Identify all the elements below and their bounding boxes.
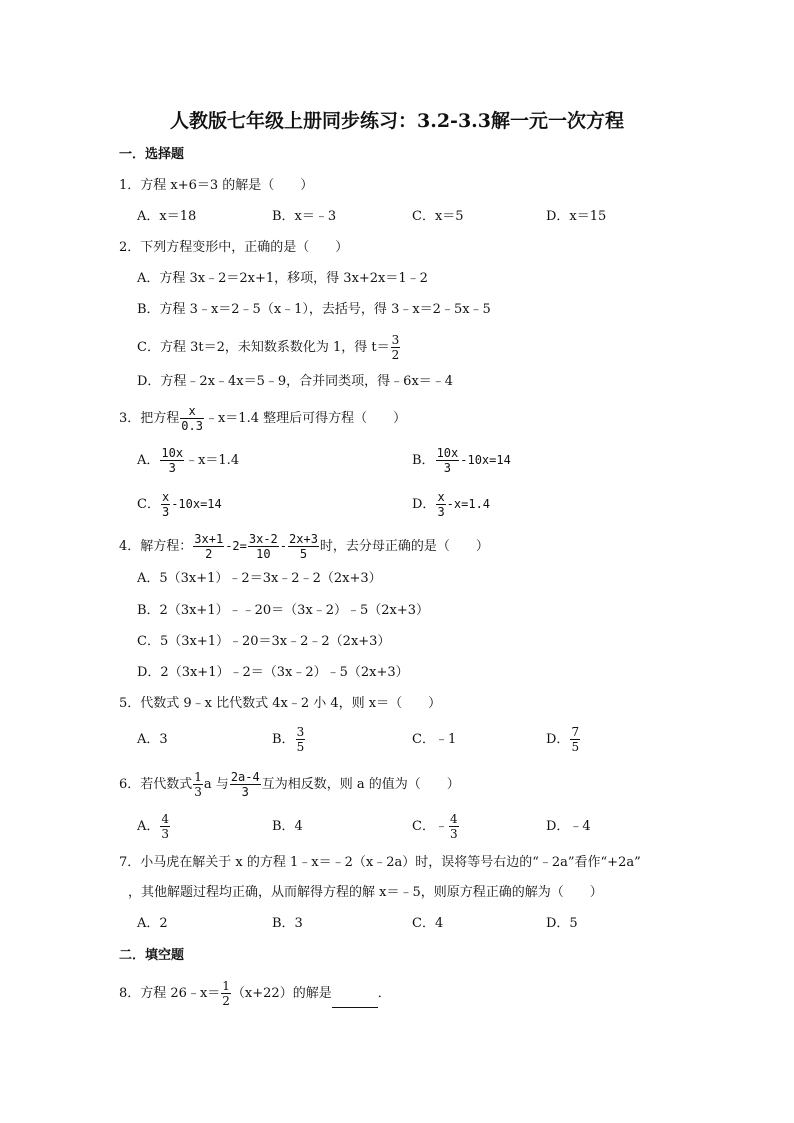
fraction-numerator: 3 [391, 333, 400, 347]
q1-option-d: D．x＝15 [546, 209, 607, 224]
fraction-denominator: 3 [168, 461, 176, 475]
fraction-denominator: 3 [161, 827, 170, 841]
q2-option-c-fraction [391, 333, 401, 362]
fraction-denominator: 3 [437, 505, 445, 519]
q6-stem-mid1: a 与 [203, 777, 229, 792]
fraction-numerator: 3x+1 [194, 532, 224, 546]
q3-option-a [137, 446, 239, 475]
q3-option-b-label: B． [412, 453, 435, 468]
q3-option-c-fraction [161, 490, 170, 519]
q4-option-a: A．5（3x+1）﹣2＝3x﹣2﹣2（2x+3） [137, 571, 382, 586]
q4-option-b: B．2（3x+1）﹣﹣20＝（3x﹣2）﹣5（2x+3） [137, 603, 430, 618]
q4-option-c: C．5（3x+1）﹣20＝3x﹣2﹣2（2x+3） [137, 634, 391, 649]
q7-stem-line2: ，其他解题过程均正确，从而解得方程的解 x＝﹣5，则原方程正确的解为（ ） [128, 885, 603, 900]
q3-option-a-fraction [160, 446, 184, 475]
q1-stem: 1．方程 x+6＝3 的解是（ ） [119, 178, 314, 193]
q8-stem-post: （x+22）的解是 [231, 986, 332, 1001]
q4-stem-mid1: -2= [225, 539, 247, 553]
q5-option-b-label: B． [272, 732, 295, 747]
q5-option-d [546, 725, 581, 754]
q3-option-c-post: -10x=14 [171, 497, 222, 511]
q6-option-a-fraction [160, 812, 170, 841]
fraction-numerator: 1 [222, 979, 230, 993]
q2-option-b: B．方程 3﹣x＝2﹣5（x﹣1），去括号，得 3﹣x＝2﹣5x﹣5 [137, 302, 491, 317]
fraction-numerator: x [437, 490, 445, 504]
q8-stem-pre: 8．方程 26﹣x＝ [119, 986, 221, 1001]
fraction-denominator: 5 [571, 740, 580, 754]
fraction-numerator: 10x [161, 446, 184, 460]
fraction-denominator: 0.3 [181, 419, 203, 433]
q8-stem-end: ． [377, 986, 391, 1001]
fraction-numerator: 3 [296, 725, 305, 739]
q7-stem-line1: 7．小马虎在解关于 x 的方程 1﹣x＝﹣2（x﹣2a）时，误将等号右边的“﹣2a”看作“+2a” [119, 855, 641, 870]
q3-stem [119, 404, 406, 433]
q3-option-d-label: D． [412, 497, 436, 512]
fraction-denominator: 3 [449, 827, 458, 841]
q1-option-b: B．x＝﹣3 [272, 209, 337, 224]
fraction-denominator: 2 [205, 547, 213, 561]
q6-fraction-1 [193, 770, 203, 799]
fraction-numerator: 7 [571, 725, 580, 739]
fraction-numerator: x [161, 490, 170, 504]
q4-stem-mid2: - [279, 539, 288, 553]
q5-option-d-label: D． [546, 732, 570, 747]
section-choice-heading: 一．选择题 [119, 147, 185, 162]
q7-option-d: D．5 [546, 916, 578, 931]
q3-option-b [412, 446, 511, 475]
q1-option-c: C．x＝5 [412, 209, 464, 224]
q6-option-a-label: A． [137, 819, 160, 834]
q3-stem-fraction [180, 404, 204, 433]
q3-option-c [137, 490, 222, 519]
q3-option-a-post: ﹣x＝1.4 [185, 453, 240, 468]
q5-option-b-fraction [296, 725, 306, 754]
q5-option-a: A．3 [137, 732, 168, 747]
q6-stem-post: 互为相反数，则 a 的值为（ ） [261, 777, 460, 792]
fraction-numerator: 2x+3 [289, 532, 318, 546]
q6-option-c [412, 812, 460, 841]
q1-option-a: A．x＝18 [137, 209, 197, 224]
section-fill-heading: 二．填空题 [119, 948, 185, 963]
q5-option-c: C．﹣1 [412, 732, 457, 747]
q7-option-c: C．4 [412, 916, 444, 931]
page-title: 人教版七年级上册同步练习：3.2-3.3解一元一次方程 [170, 110, 624, 132]
q5-option-d-fraction [570, 725, 580, 754]
q8-fraction [221, 979, 231, 1008]
q2-option-a: A．方程 3x﹣2＝2x+1，移项，得 3x+2x＝1﹣2 [137, 271, 428, 286]
q8-answer-blank[interactable] [332, 993, 378, 1008]
fraction-denominator: 3 [241, 785, 249, 799]
q3-option-b-fraction [436, 446, 460, 475]
fraction-denominator: 3 [161, 505, 170, 519]
q6-option-d: D．﹣4 [546, 819, 591, 834]
q3-option-d-fraction [436, 490, 445, 519]
fraction-denominator: 3 [443, 461, 452, 475]
q3-option-a-label: A． [137, 453, 160, 468]
q6-option-a [137, 812, 171, 841]
q3-option-d-post: -x=1.4 [446, 497, 491, 511]
q5-option-b [272, 725, 306, 754]
fraction-denominator: 2 [391, 348, 400, 362]
q8-stem [119, 979, 391, 1008]
fraction-denominator: 10 [256, 547, 271, 561]
fraction-numerator: 4 [161, 812, 170, 826]
q3-option-c-label: C． [137, 497, 160, 512]
fraction-numerator: x [180, 404, 204, 419]
q7-option-a: A．2 [137, 916, 168, 931]
q4-fraction-1 [193, 532, 224, 561]
q2-option-c-text: C．方程 3t＝2，未知数系数化为 1，得 t＝ [137, 340, 390, 355]
q7-option-b: B．3 [272, 916, 303, 931]
q4-option-d: D．2（3x+1）﹣2＝（3x﹣2）﹣5（2x+3） [137, 665, 409, 680]
fraction-denominator: 5 [299, 547, 308, 561]
q6-option-c-label: C．﹣ [412, 819, 448, 834]
q3-stem-post: ﹣x＝1.4 整理后可得方程（ ） [204, 411, 407, 426]
fraction-denominator: 5 [296, 740, 305, 754]
q6-fraction-2 [230, 770, 261, 799]
q6-stem [119, 770, 460, 799]
q6-stem-pre: 6．若代数式 [119, 777, 193, 792]
q2-option-d: D．方程﹣2x﹣4x＝5﹣9，合并同类项，得﹣6x＝﹣4 [137, 374, 454, 389]
fraction-numerator: 2a-4 [230, 770, 260, 784]
q4-fraction-3 [288, 532, 319, 561]
q4-fraction-2 [248, 532, 279, 561]
q3-option-b-post: -10x=14 [460, 453, 511, 467]
q2-option-c [137, 333, 401, 362]
q6-option-b: B．4 [272, 819, 303, 834]
fraction-numerator: 3x-2 [248, 532, 278, 546]
fraction-numerator: 10x [436, 446, 459, 460]
q6-option-c-fraction [449, 812, 459, 841]
q2-stem: 2．下列方程变形中，正确的是（ ） [119, 240, 349, 255]
q3-stem-pre: 3．把方程 [119, 411, 180, 426]
fraction-numerator: 4 [449, 812, 458, 826]
q4-stem [119, 532, 489, 561]
fraction-denominator: 2 [222, 994, 230, 1008]
fraction-denominator: 3 [194, 785, 202, 799]
q3-option-d [412, 490, 490, 519]
q4-stem-post: 时，去分母正确的是（ ） [319, 539, 489, 554]
q4-stem-pre: 4．解方程： [119, 539, 193, 554]
fraction-numerator: 1 [194, 770, 202, 784]
q5-stem: 5．代数式 9﹣x 比代数式 4x﹣2 小 4，则 x＝（ ） [119, 696, 442, 711]
